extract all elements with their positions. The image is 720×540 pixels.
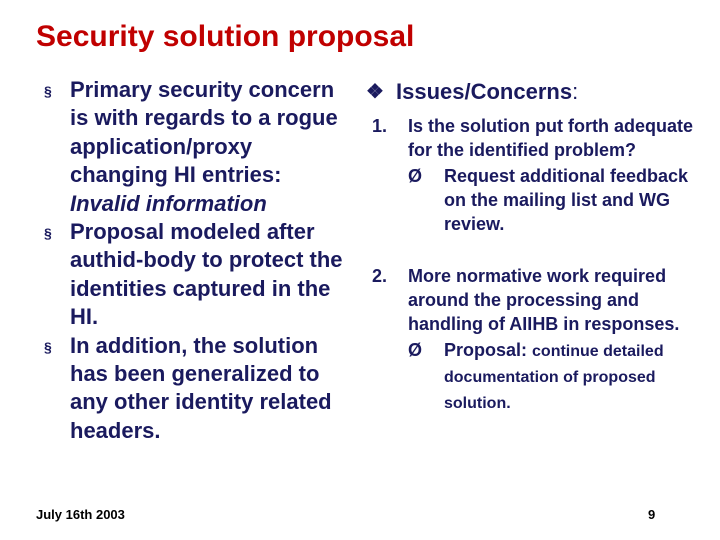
issue-item	[366, 114, 706, 236]
issue-number: 1.	[372, 116, 388, 136]
diamond-bullet-icon: ❖	[366, 81, 384, 103]
arrow-bullet-icon: Ø	[408, 340, 423, 360]
issue-text: Is the solution put forth adequate for the identified problem?	[408, 116, 693, 160]
page-number: 9	[648, 507, 656, 522]
issues-heading-colon: :	[572, 79, 579, 104]
issue-number: 2.	[372, 266, 388, 286]
issues-heading-text: Issues/Concerns	[396, 79, 573, 104]
left-bullet-item	[44, 218, 354, 332]
slide-title: Security solution proposal	[36, 20, 415, 53]
issue-text: More normative work required around the processing and handling of AIIHB in responses.	[408, 266, 680, 334]
issue-subpoint	[408, 338, 706, 416]
issues-heading	[366, 78, 706, 106]
arrow-bullet-icon: Ø	[408, 166, 423, 186]
issue-subpoint	[408, 164, 706, 236]
issues-panel	[366, 78, 706, 416]
bullet-text: Proposal modeled after authid-body to protect the identities captured in the HI.	[70, 219, 343, 330]
left-bullet-item	[44, 76, 354, 218]
square-bullet-icon: §	[44, 225, 52, 242]
bullet-text: Primary security concern is with regards to a rogue application/proxy changing HI entries:	[70, 77, 338, 188]
bullet-italic-text: Invalid information	[70, 190, 267, 216]
square-bullet-icon: §	[44, 83, 52, 99]
left-bullet-list	[44, 76, 354, 445]
left-bullet-item	[44, 332, 354, 446]
bullet-text: In addition, the solution has been generalized to any other identity related headers.	[70, 332, 332, 443]
subpoint-text: Request additional feedback on the mailing list and WG review.	[444, 166, 689, 234]
subpoint-small-text: continue detailed documentation of proposed solution.	[444, 343, 664, 412]
subpoint-text: Proposal:	[444, 340, 533, 360]
issue-item	[366, 264, 706, 416]
footer-date: July 16th 2003	[36, 507, 125, 522]
square-bullet-icon: §	[44, 338, 52, 355]
